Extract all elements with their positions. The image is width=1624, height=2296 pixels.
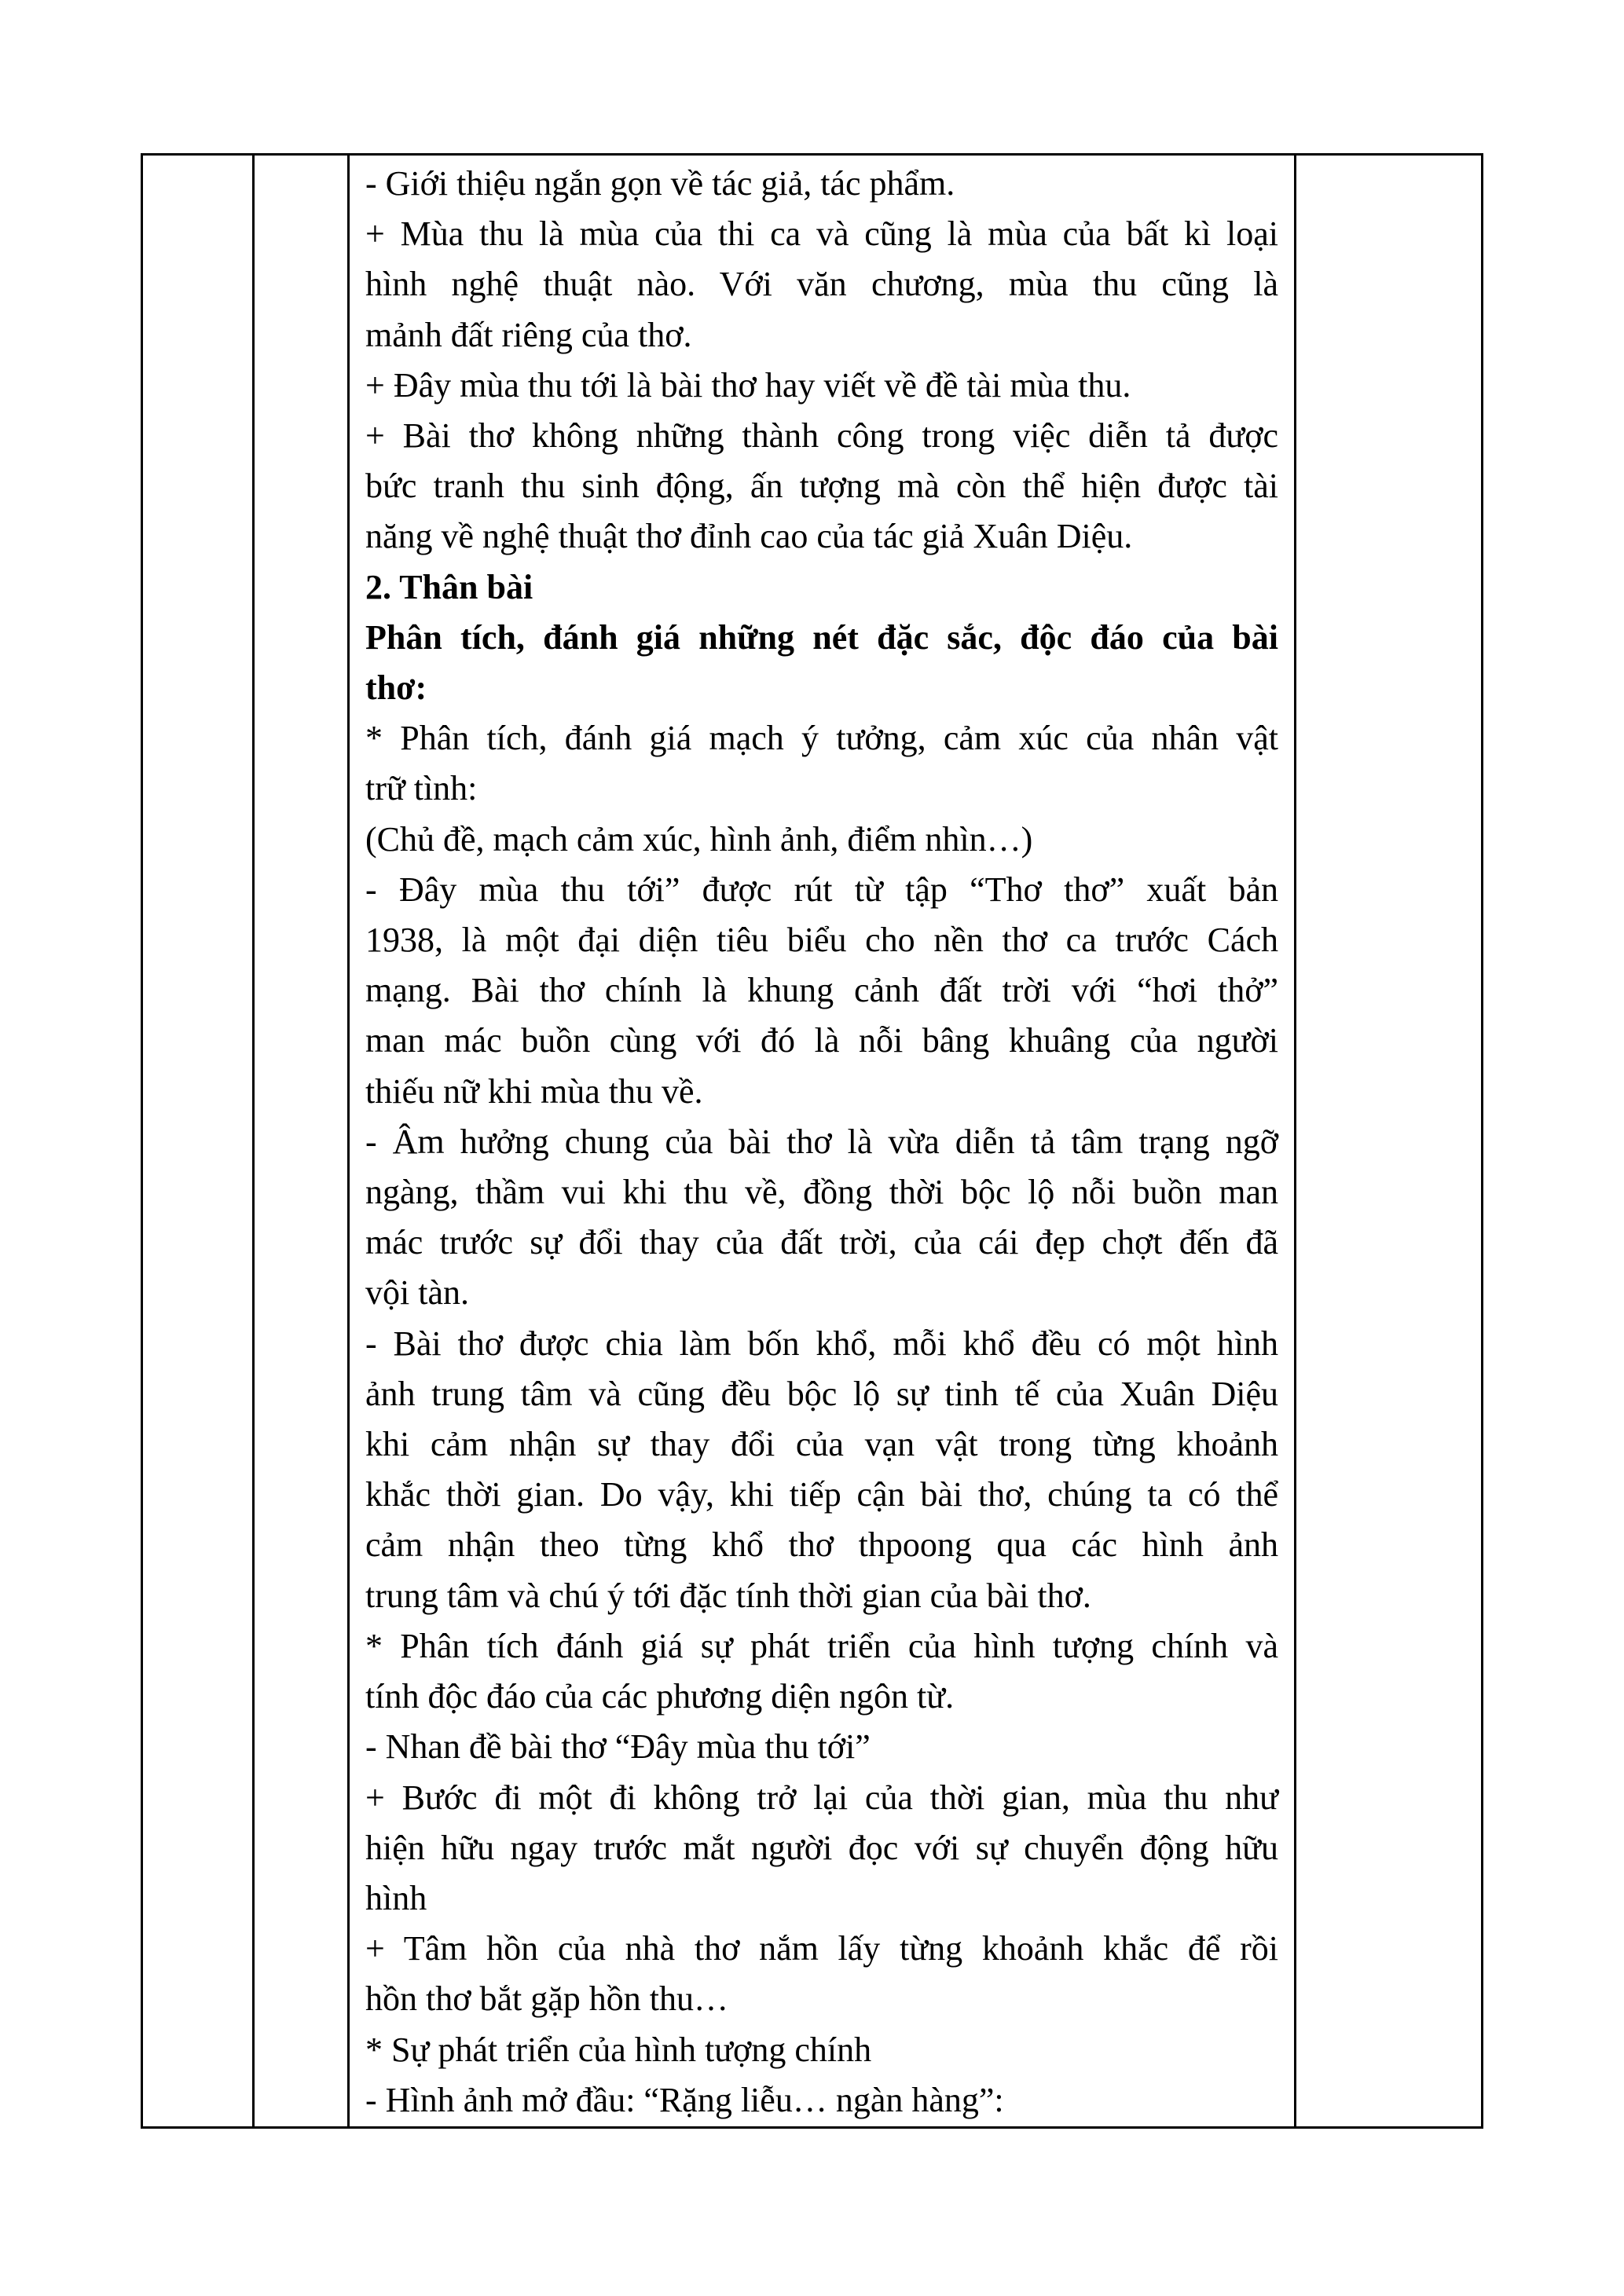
- text-line: thiếu nữ khi mùa thu về.: [365, 1071, 703, 1111]
- paragraph: [365, 361, 1278, 411]
- text-line: - Nhan đề bài thơ “Đây mùa thu tới”: [365, 1727, 871, 1767]
- text-line: * Sự phát triển của hình tượng chính: [365, 2030, 872, 2069]
- text-line: trung tâm và chú ý tới đặc tính thời gian của bài thơ.: [365, 1576, 1091, 1615]
- text-line: (Chủ đề, mạch cảm xúc, hình ảnh, điểm nhìn…): [365, 819, 1033, 859]
- table-cell-col4: [1296, 156, 1481, 2126]
- text-line: * Phân tích, đánh giá mạch ý tưởng, cảm xúc của nhân vật: [365, 719, 1278, 758]
- paragraph: [365, 2075, 1278, 2126]
- text-line: - Đây mùa thu tới” được rút từ tập “Thơ thơ” xuất bản: [365, 870, 1278, 909]
- text-line: hiện hữu ngay trước mắt người đọc với sự chuyển động hữu: [365, 1828, 1278, 1867]
- text-line: trữ tình:: [365, 769, 478, 808]
- paragraph: [365, 865, 1278, 1117]
- text-line: hình nghệ thuật nào. Với văn chương, mùa thu cũng là: [365, 265, 1278, 304]
- text-line: mạng. Bài thơ chính là khung cảnh đất trời với “hơi thở”: [365, 971, 1278, 1010]
- answer-column-content: [365, 159, 1278, 2126]
- paragraph: [365, 613, 1278, 713]
- text-line: - Âm hưởng chung của bài thơ là vừa diễn tả tâm trạng ngỡ: [365, 1122, 1278, 1161]
- paragraph: [365, 1117, 1278, 1319]
- text-line: 1938, là một đại diện tiêu biểu cho nền thơ ca trước Cách: [365, 921, 1278, 960]
- text-line: khi cảm nhận sự thay đổi của vạn vật trong từng khoảnh: [365, 1425, 1278, 1464]
- text-line: * Phân tích đánh giá sự phát triển của hình tượng chính và: [365, 1626, 1278, 1665]
- paragraph: [365, 159, 1278, 209]
- text-line: hồn thơ bắt gặp hồn thu…: [365, 1979, 728, 2019]
- text-line: 2. Thân bài: [365, 567, 533, 606]
- text-line: man mác buồn cùng với đó là nỗi bâng khuâng của người: [365, 1021, 1278, 1060]
- text-line: + Đây mùa thu tới là bài thơ hay viết về đề tài mùa thu.: [365, 365, 1131, 405]
- text-line: - Hình ảnh mở đầu: “Rặng liễu… ngàn hàng”:: [365, 2080, 1004, 2119]
- table-cell-col2: [255, 156, 350, 2126]
- text-line: Phân tích, đánh giá những nét đặc sắc, độc đáo của bài: [365, 617, 1278, 657]
- paragraph: [365, 1621, 1278, 1722]
- table-cell-content: [350, 156, 1296, 2126]
- text-line: vội tàn.: [365, 1273, 469, 1313]
- paragraph: [365, 209, 1278, 361]
- text-line: mác trước sự đổi thay của đất trời, của cái đẹp chợt đến đã: [365, 1223, 1278, 1262]
- text-line: ngàng, thầm vui khi thu về, đồng thời bộc lộ nỗi buồn man: [365, 1173, 1278, 1212]
- paragraph: [365, 562, 1278, 613]
- text-line: thơ:: [365, 668, 427, 708]
- text-line: hình: [365, 1878, 427, 1917]
- paragraph: [365, 1722, 1278, 1772]
- paragraph: [365, 1319, 1278, 1621]
- text-line: mảnh đất riêng của thơ.: [365, 315, 692, 354]
- text-line: - Bài thơ được chia làm bốn khổ, mỗi khổ đều có một hình: [365, 1324, 1278, 1363]
- paragraph: [365, 411, 1278, 562]
- table-cell-col1: [143, 156, 255, 2126]
- text-line: cảm nhận theo từng khổ thơ thpoong qua các hình ảnh: [365, 1525, 1278, 1565]
- paragraph: [365, 1773, 1278, 1924]
- paragraph: [365, 815, 1278, 865]
- text-line: + Mùa thu là mùa của thi ca và cũng là mùa của bất kì loại: [365, 214, 1278, 254]
- paragraph: [365, 2025, 1278, 2075]
- lesson-plan-table: [141, 153, 1483, 2129]
- paragraph: [365, 1924, 1278, 2024]
- text-line: tính độc đáo của các phương diện ngôn từ.: [365, 1677, 955, 1716]
- text-line: + Bước đi một đi không trở lại của thời gian, mùa thu như: [365, 1778, 1278, 1817]
- text-line: - Giới thiệu ngắn gọn về tác giả, tác phẩm.: [365, 164, 955, 203]
- text-line: ảnh trung tâm và cũng đều bộc lộ sự tinh tế của Xuân Diệu: [365, 1374, 1278, 1413]
- text-line: bức tranh thu sinh động, ấn tượng mà còn thể hiện được tài: [365, 467, 1278, 506]
- text-line: khắc thời gian. Do vậy, khi tiếp cận bài thơ, chúng ta có thể: [365, 1475, 1278, 1514]
- text-line: + Bài thơ không những thành công trong việc diễn tả được: [365, 416, 1278, 456]
- text-line: năng về nghệ thuật thơ đỉnh cao của tác giả Xuân Diệu.: [365, 517, 1133, 556]
- paragraph: [365, 713, 1278, 814]
- text-line: + Tâm hồn của nhà thơ nắm lấy từng khoảnh khắc để rồi: [365, 1929, 1278, 1968]
